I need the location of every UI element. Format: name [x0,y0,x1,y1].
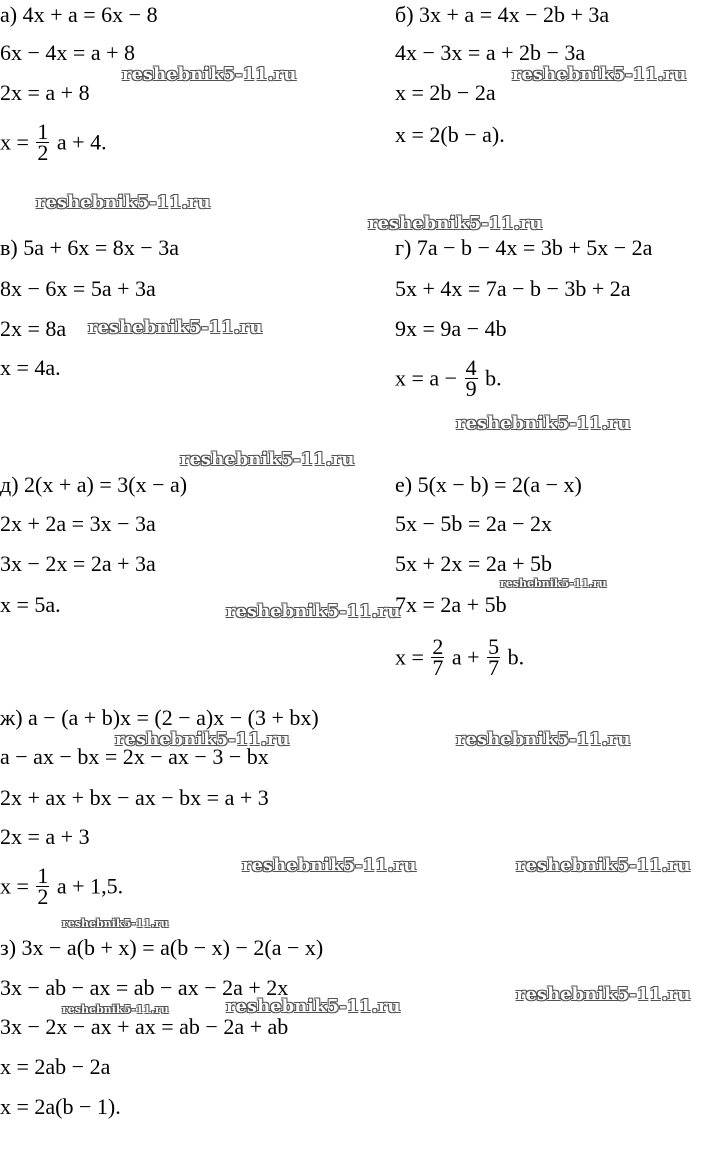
problem-b-step-1: 4x − 3x = a + 2b − 3a [395,40,586,65]
watermark: reshebnik5-11.ru [226,996,401,1017]
result-rhs: a + 1,5. [56,873,124,899]
problem-zh-step-1: a − ax − bx = 2x − ax − 3 − bx [0,744,269,769]
watermark: reshebnik5-11.ru [115,729,290,750]
watermark: reshebnik5-11.ru [242,855,417,876]
problem-g-header: г) 7a − b − 4x = 3b + 5x − 2a [395,235,653,260]
problem-b-step-3: x = 2(b − a). [395,122,505,147]
problem-d-header: д) 2(x + a) = 3(x − a) [0,472,188,497]
fraction-denominator: 7 [488,655,500,680]
watermark: reshebnik5-11.ru [456,729,631,750]
result-rhs: b. [485,365,502,391]
fraction [431,634,444,680]
watermark: reshebnik5-11.ru [88,317,263,338]
problem-a-header: а) 4x + a = 6x − 8 [0,2,158,27]
problem-g-step-2: 9x = 9a − 4b [395,316,507,341]
result-rhs: a + 4. [56,129,107,155]
problem-zh-step-3: 2x = a + 3 [0,824,90,849]
result-rhs: b. [507,644,525,670]
problem-g-step-1: 5x + 4x = 7a − b − 3b + 2a [395,276,631,301]
problem-d-step-1: 2x + 2a = 3x − 3a [0,511,156,536]
problem-e-step-2: 5x + 2x = 2a + 5b [395,551,552,576]
problem-e-header: е) 5(x − b) = 2(a − x) [395,472,582,497]
fraction-denominator: 9 [465,376,477,401]
result-lhs: x = a − [395,365,458,391]
problem-d-step-3: x = 5a. [0,592,61,617]
result-lhs: x = [0,873,29,899]
problem-z-step-1: 3x − ab − ax = ab − ax − 2a + 2x [0,975,289,1000]
problem-v-step-2: 2x = 8a [0,316,67,341]
problem-zh-step-2: 2x + ax + bx − ax − bx = a + 3 [0,785,269,810]
result-lhs: x = [395,644,424,670]
fraction-denominator: 2 [37,140,49,165]
watermark: reshebnik5-11.ru [62,1003,169,1016]
watermark: reshebnik5-11.ru [180,449,355,470]
watermark: reshebnik5-11.ru [122,64,297,85]
problem-e-step-1: 5x − 5b = 2a − 2x [395,511,552,536]
watermark: reshebnik5-11.ru [62,917,169,930]
problem-g-result [395,355,502,401]
problem-zh-header: ж) a − (a + b)x = (2 − a)x − (3 + bx) [0,705,319,730]
problem-z-step-4: x = 2a(b − 1). [0,1094,121,1119]
fraction [36,119,49,165]
watermark: reshebnik5-11.ru [516,984,691,1005]
fraction-numerator: 1 [37,863,49,888]
watermark: reshebnik5-11.ru [500,577,607,590]
fraction [36,863,49,909]
watermark: reshebnik5-11.ru [368,213,543,234]
problem-z-step-2: 3x − 2x − ax + ax = ab − 2a + ab [0,1014,289,1039]
problem-e-step-3: 7x = 2a + 5b [395,592,507,617]
problem-a-step-1: 6x − 4x = a + 8 [0,40,135,65]
problem-z-step-3: x = 2ab − 2a [0,1054,111,1079]
watermark: reshebnik5-11.ru [456,413,631,434]
problem-a-result [0,119,107,165]
problem-v-step-3: x = 4a. [0,355,61,380]
problem-e-result [395,634,525,680]
fraction-numerator: 5 [488,634,500,659]
fraction-denominator: 2 [37,884,49,909]
watermark: reshebnik5-11.ru [36,192,211,213]
problem-a-step-2: 2x = a + 8 [0,80,90,105]
problem-b-step-2: x = 2b − 2a [395,80,496,105]
fraction-numerator: 2 [432,634,444,659]
problem-d-step-2: 3x − 2x = 2a + 3a [0,551,156,576]
problem-z-header: з) 3x − a(b + x) = a(b − x) − 2(a − x) [0,935,324,960]
problem-v-header: в) 5a + 6x = 8x − 3a [0,235,179,260]
watermark: reshebnik5-11.ru [226,601,401,622]
problem-b-header: б) 3x + a = 4x − 2b + 3a [395,2,610,27]
fraction [487,634,500,680]
fraction-denominator: 7 [432,655,444,680]
fraction-numerator: 1 [37,119,49,144]
fraction-numerator: 4 [465,355,477,380]
result-lhs: x = [0,129,29,155]
result-middle: a + [451,644,480,670]
fraction [465,355,478,401]
watermark: reshebnik5-11.ru [512,64,687,85]
watermark: reshebnik5-11.ru [516,855,691,876]
problem-v-step-1: 8x − 6x = 5a + 3a [0,276,156,301]
problem-zh-result [0,863,124,909]
